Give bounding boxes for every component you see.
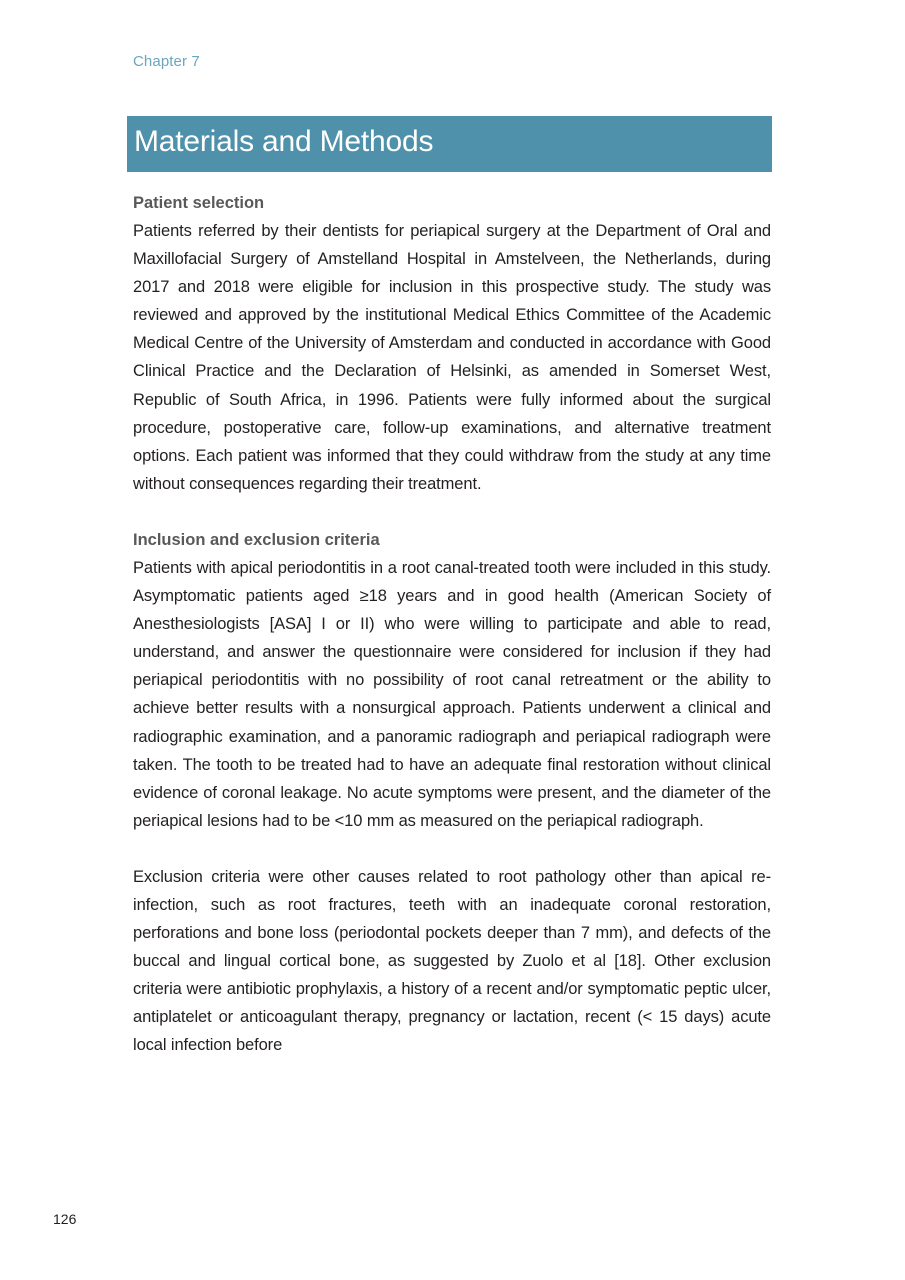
paragraph-exclusion-criteria: Exclusion criteria were other causes related to root pathology other than apical re-infection, such as root fractures, teeth with an inadequate coronal restoration, perforations and bone loss (periodontal pockets deeper than 7 mm), and defects of the buccal and lingual cortical bone, as suggested by Zuolo et al [18]. Other exclusion criteria were antibiotic prophylaxis, a history of a recent and/or symptomatic peptic ulcer, antiplatelet or anticoagulant therapy, pregnancy or lactation, recent (< 15 days) acute local infection before — [133, 867, 771, 1055]
paragraph-inclusion-criteria: Patients with apical periodontitis in a root canal-treated tooth were included in this study. Asymptomatic patients aged ≥18 years and in good health (American Society of Anesthesiologists [ASA] I or II) who were willing to participate and able to read, understand, and answer the questionnaire were considered for inclusion if they had periapical periodontitis with no possibility of root canal retreatment or the ability to achieve better results with a nonsurgical approach. Patients underwent a clinical and radiographic examination, and a panoramic radiograph and periapical radiograph were taken. The tooth to be treated had to have an adequate final restoration without clinical evidence of coronal leakage. No acute symptoms were present, and the diameter of the periapical lesions had to be <10 mm as measured on the periapical radiograph. — [133, 558, 771, 830]
section-banner — [127, 116, 772, 172]
subheading-inclusion-exclusion: Inclusion and exclusion criteria — [133, 530, 380, 549]
section-title: Materials and Methods — [134, 125, 434, 158]
paragraph-gap — [133, 835, 771, 863]
paragraph-gap — [133, 498, 771, 526]
body-content — [133, 189, 771, 1060]
subheading-patient-selection: Patient selection — [133, 194, 265, 212]
page-number: 126 — [53, 1211, 77, 1227]
running-header-chapter: Chapter 7 — [133, 53, 200, 70]
paragraph-patient-selection: Patients referred by their dentists for periapical surgery at the Department of Oral and Maxillofacial Surgery of Amstelland Hospital in Amstelveen, the Netherlands, during 2017 and 2018 were eligible for inclusion in this prospective study. The study was reviewed and approved by the institutional Medical Ethics Committee of the Academic Medical Centre of the University of Amsterdam and conducted in accordance with Good Clinical Practice and the Declaration of Helsinki, as amended in Somerset West, Republic of South Africa, in 1996. Patients were fully informed about the surgical procedure, postoperative care, follow-up examinations, and alternative treatment options. Each patient was informed that they could withdraw from the study at any time without consequences regarding their treatment. — [133, 222, 771, 493]
